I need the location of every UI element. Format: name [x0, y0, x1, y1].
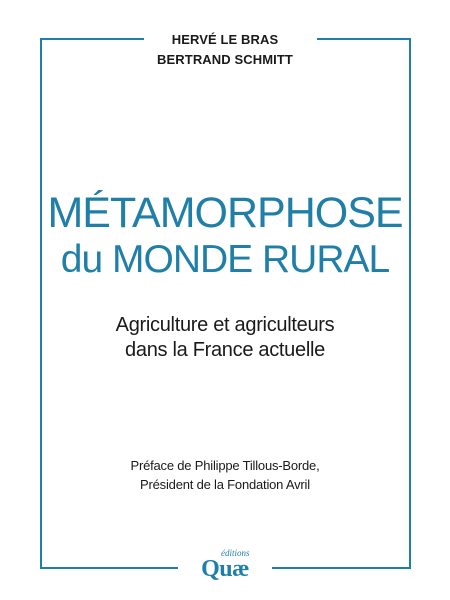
preface-note [0, 456, 450, 494]
title-line-1: MÉTAMORPHOSE [47, 189, 403, 237]
title-line-2: du MONDE RURAL [60, 238, 390, 281]
preface-line-2: Président de la Fondation Avril [140, 477, 310, 492]
subtitle-line-2: dans la France actuelle [125, 339, 325, 361]
subtitle-line-1: Agriculture et agriculteurs [115, 314, 335, 336]
authors-block [0, 30, 450, 70]
book-subtitle [0, 313, 450, 363]
publisher-small-label: éditions [221, 548, 250, 558]
publisher-name: Quæ [201, 556, 249, 582]
author-name: HERVÉ LE BRAS [171, 32, 279, 47]
preface-line-1: Préface de Philippe Tillous-Borde, [130, 458, 320, 473]
author-name: BERTRAND SCHMITT [157, 52, 293, 67]
frame-bottom-right-line [272, 567, 411, 569]
publisher-logo [185, 550, 265, 586]
frame-bottom-left-line [40, 567, 178, 569]
book-title [0, 189, 450, 283]
